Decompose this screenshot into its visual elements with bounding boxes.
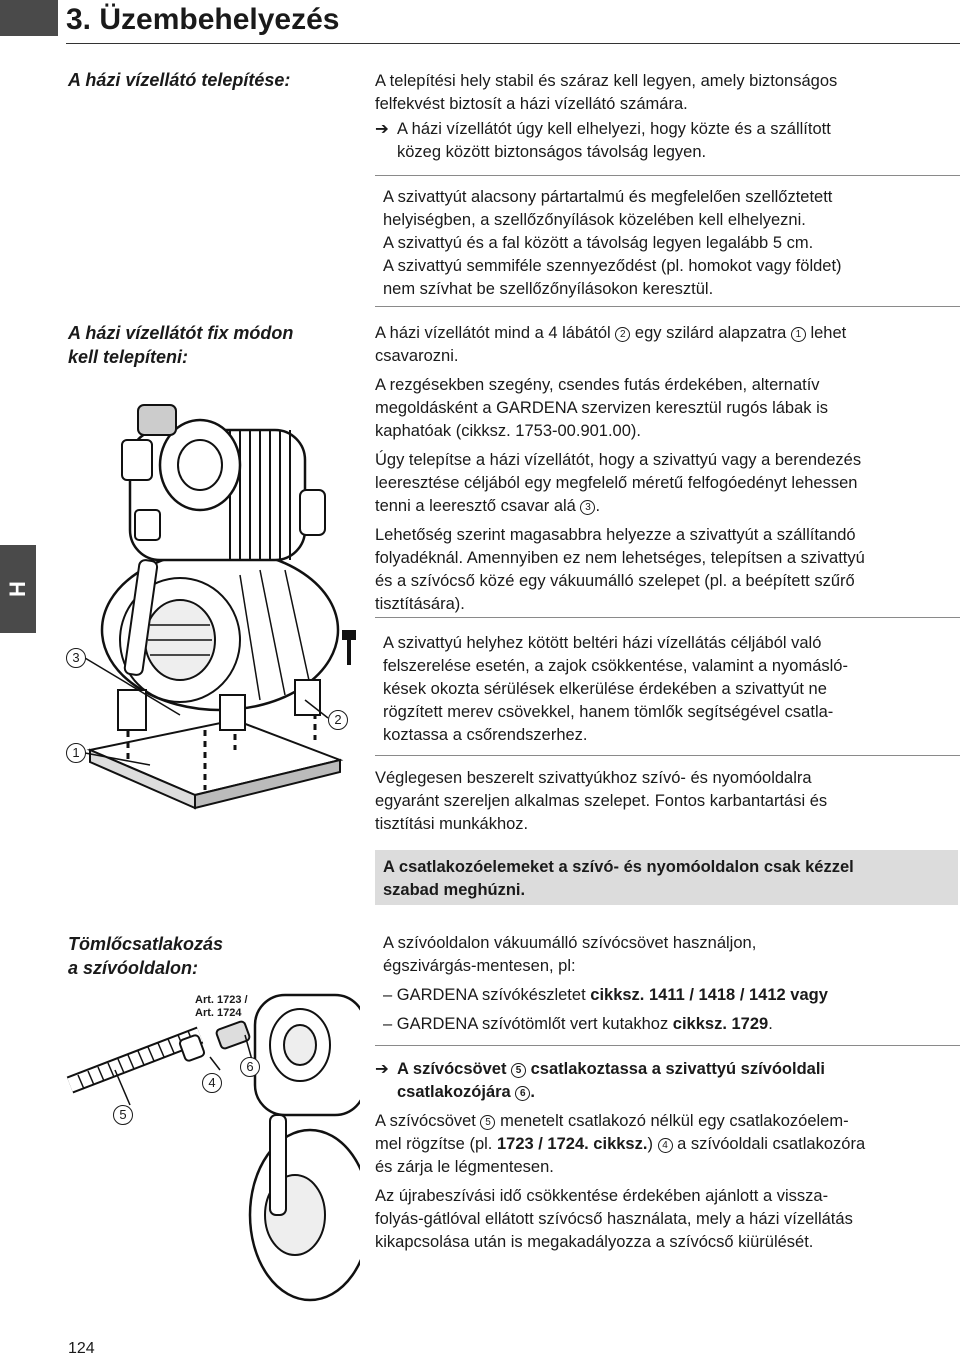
callout-5: 5 (511, 1063, 526, 1078)
page-header (0, 0, 960, 40)
callout-6: 6 (515, 1086, 530, 1101)
callout-5: 5 (480, 1115, 495, 1130)
callout-2: 2 (615, 327, 630, 342)
label-hose-5: 5 (113, 1105, 133, 1125)
hose-illustration (60, 985, 360, 1335)
callout-1: 1 (791, 327, 806, 342)
paragraph-9: A szívóoldalon vákuumálló szívócsövet használjon, égszivárgás-mentesen, pl: – GARDENA szívókészletet cikksz. 1411 / 1418 / 1412 vagy – GARDENA szívótömlőt vert kutakhoz cikksz. 1729. (383, 934, 828, 1033)
callout-4: 4 (658, 1138, 673, 1153)
hose-heading: Tömlőcsatlakozás a szívóoldalon: (68, 934, 224, 978)
paragraph-1: A telepítési hely stabil és száraz kell legyen, amely biztonságos felfekvést biztosít a házi vízellátó számára. ➔ A házi vízellátót úgy kell elhelyezi, hogy közte és a szállított közeg között biztonságos távolság legyen. (375, 70, 955, 164)
arrow-instruction-1: ➔ A házi vízellátót úgy kell elhelyezi, hogy közte és a szállított közeg között biztonságos távolság legyen. (375, 120, 831, 161)
arrow-right-icon: ➔ (375, 120, 389, 138)
separator (375, 306, 960, 307)
label-connector-4: 4 (202, 1073, 222, 1093)
language-tab: H (0, 545, 36, 633)
label-base-1: 1 (66, 743, 86, 763)
separator (375, 175, 960, 176)
separator (375, 755, 960, 756)
paragraph-10: ➔ A szívócsövet 5 csatlakoztassa a szivattyú szívóoldali csatlakozójára 6 . A szívócsövet 5 menetelt csatlakozó nélkül egy csatlakozóelem- mel rögzítse (pl. 1723 / 1724. cikksz.) 4 a szívóoldali csatlakozóra és zárja le légmentesen. Az újrabeszívási idő csökkentése érdekében ajánlott a vissza- folyás-gátlóval ellátott szívócső használata, mely a házi vízellátás kikapcsolása után is megakadályozza a szívócső kiürülését. (375, 1058, 955, 1254)
separator (375, 1045, 960, 1046)
header-accent-block (0, 0, 58, 36)
page-number: 124 (68, 1340, 95, 1357)
arrow-instruction-2: ➔ A szívócsövet 5 csatlakoztassa a szivattyú szívóoldali csatlakozójára 6 . (375, 1060, 826, 1101)
pump-installation-figure (60, 390, 370, 810)
label-drain-screw-3: 3 (66, 648, 86, 668)
paragraph-2: A szivattyút alacsony pártartalmú és megfelelően szellőztetett helyiségben, a szellőzőnyílások közelében kell elhelyezni. A szivattyú és a fal között a távolság legyen legalább 5 cm. A szivattyú semmiféle szennyeződést (pl. homokot vagy földet) nem szívhat be szellőzőnyílásokon keresztül. (383, 188, 842, 298)
warning-box: A csatlakozóelemeket a szívó- és nyomóoldalon csak kézzel szabad meghúzni. (375, 850, 958, 905)
page-title: 3. Üzembehelyezés (66, 3, 340, 36)
arrow-right-icon: ➔ (375, 1060, 389, 1078)
paragraph-3: A házi vízellátót mind a 4 lábától 2 egy szilárd alapzatra 1 lehet csavarozni. A rezgésekben szegény, csendes futás érdekében, alternatív megoldásként a GARDENA szervizen keresztül rugós lábak is kaphatóak (cikksz. 1753-00.901.00). Úgy telepítse a házi vízellátót, hogy a szivattyú vagy a berendezés leeresztése céljából egy megfelelő méretű felfogóedényt lehessen tenni a leeresztő csavar alá 3 . Lehetőség szerint magasabbra helyezze a szivattyút a szállítandó folyadéknál. Amennyiben ez nem lehetséges, telepítsen a szivattyú és a szívócső közé egy vákuumálló szelepet (pl. a beépített szűrő tisztítására). (375, 324, 865, 613)
callout-3: 3 (580, 500, 595, 515)
separator (375, 617, 960, 618)
article-number-label: Art. 1723 / Art. 1724 (195, 994, 248, 1019)
header-rule (66, 43, 960, 44)
paragraph-7: A szivattyú helyhez kötött beltéri házi vízellátás céljából való felszerelése esetén, a zajok csökkentése, valamint a nyomásló- kések okozta sérülések elkerülése érdekében a szivattyút ne rögzített merev csövekkel, hanem tömlők segítségével csatla- koztassa a csőrendszerhez. (383, 634, 848, 744)
label-feet-2: 2 (328, 710, 348, 730)
fixed-install-heading: A házi vízellátót fix módon kell telepíteni: (68, 323, 294, 367)
suction-hose-figure (60, 985, 360, 1335)
label-inlet-6: 6 (240, 1057, 260, 1077)
install-heading: A házi vízellátó telepítése: (68, 70, 291, 90)
pump-illustration (60, 390, 370, 810)
paragraph-8: Véglegesen beszerelt szivattyúkhoz szívó- és nyomóoldalra egyaránt szereljen alkalmas szelepet. Fontos karbantartási és tisztítási munkákhoz. (375, 769, 828, 833)
